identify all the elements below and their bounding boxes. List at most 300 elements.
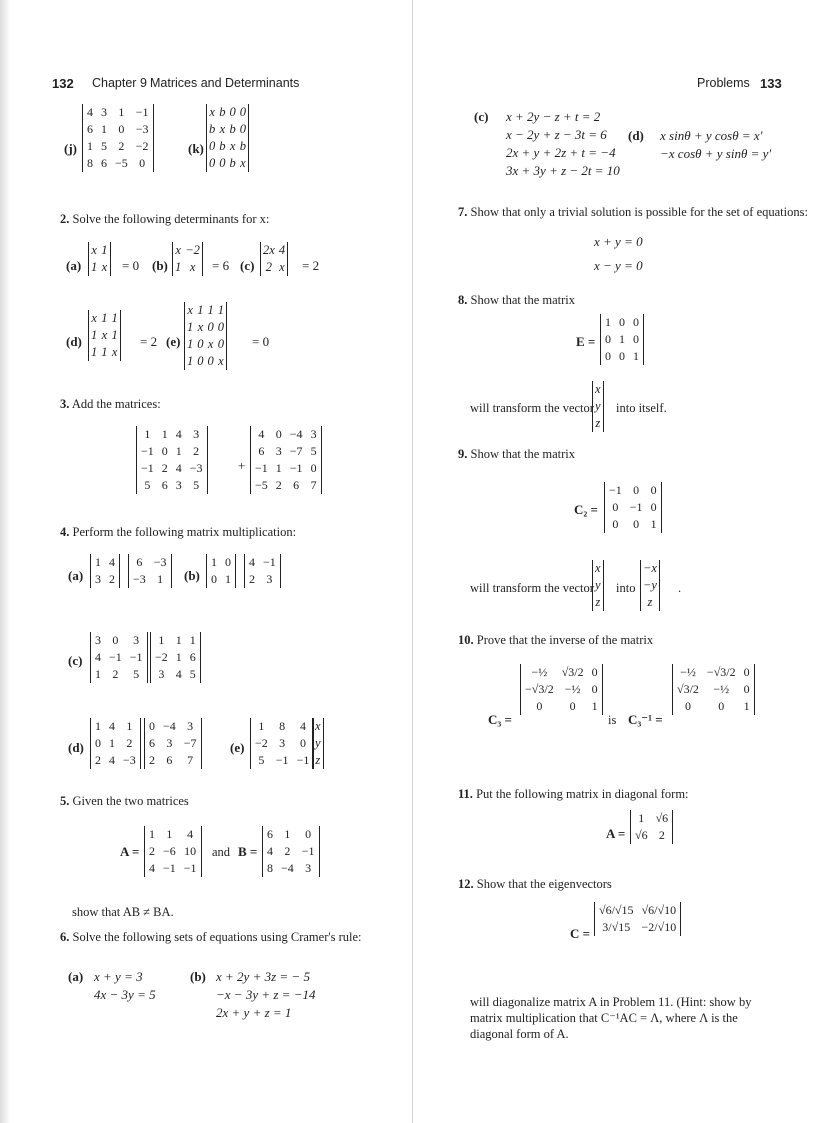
matrix-cell: 0 [275,427,282,441]
problem-3-text: Add the matrices: [71,397,161,411]
matrix-row [251,477,322,494]
matrix-cell: −2 [185,243,200,257]
matrix-row [207,155,249,172]
p6-c-eq-4: 3x + 3y + z − 2t = 10 [506,163,620,178]
matrix-cell: 0 [217,337,224,351]
matrix-cell: b [239,139,246,153]
p6-c-label: (c) [474,109,489,124]
matrix-cell: −½ [680,665,696,679]
matrix-row [207,571,236,588]
matrix-cell: 10 [184,844,197,858]
matrix-cell: −½ [531,665,548,679]
p3-matrix-2 [250,426,322,494]
matrix-row [641,577,660,594]
matrix-cell: 1 [111,328,118,342]
matrix-row [521,698,603,715]
matrix-cell: 2 [658,828,665,842]
problem-8-text: Show that the matrix [470,293,575,307]
matrix-row [91,666,148,683]
matrix-cell: 1 [187,354,194,368]
matrix-row [263,860,320,877]
p5-and: and [212,845,231,859]
p6-c-equations [506,108,620,180]
matrix-cell: −2/√10 [641,920,677,934]
matrix-cell: 6 [189,650,196,664]
p5-show: show that AB ≠ BA. [72,905,174,919]
matrix-cell: 0 [197,354,204,368]
matrix-row [251,735,314,752]
matrix-cell: x [197,320,204,334]
matrix-cell: x [279,260,285,274]
matrix-cell: 1 [101,311,108,325]
matrix-cell: 0 [299,736,306,750]
matrix-cell: 6 [267,827,273,841]
matrix-cell: b [219,105,226,119]
matrix-cell: −½ [564,682,581,696]
matrix-cell: 0 [305,827,312,841]
matrix-cell: b [229,156,236,170]
p11-matrix-A [630,810,673,844]
matrix-cell: 0 [118,122,125,136]
matrix-row [137,426,208,443]
matrix-cell: 1 [650,517,657,531]
problem-11-number: 11. [458,787,473,801]
p6-d-eq-1: x sinθ + y cosθ = x′ [660,128,763,143]
matrix-cell: 0 [633,315,639,329]
problem-2-number: 2. [60,212,70,226]
matrix-cell: x [175,243,181,257]
matrix-cell: 7 [187,753,194,767]
p4-b-matrix-1 [206,554,236,588]
p6-c-eq-1: x + 2y − z + t = 2 [506,109,601,124]
matrix-cell: 0 [139,156,146,170]
matrix-cell: 0 [743,682,750,696]
matrix-cell: b [219,139,226,153]
matrix-cell: 2 [149,844,155,858]
p8-E-label: E = [576,334,596,349]
matrix-cell: 0 [605,332,611,346]
problem-7-number: 7. [458,205,468,219]
matrix-cell: 0 [650,500,657,514]
matrix-cell: 4 [109,753,115,767]
matrix-cell: x [101,328,108,342]
matrix-cell: z [595,595,601,609]
problem-6-text: Solve the following sets of equations using Cramer's rule: [72,930,362,944]
matrix-row [145,718,202,735]
matrix-cell: 0 [217,320,224,334]
matrix-cell: −2 [135,139,149,153]
matrix-cell: 4 [175,427,182,441]
matrix-row [251,443,322,460]
matrix-row [251,460,322,477]
matrix-cell: 1 [95,667,101,681]
matrix-row [261,242,288,259]
matrix-cell: 1 [91,328,98,342]
matrix-cell: −4 [289,427,303,441]
p4-e-vector [312,718,324,769]
matrix-cell: z [315,753,321,767]
matrix-cell: 0 [612,500,619,514]
matrix-cell: 5 [101,139,107,153]
matrix-cell: −1 [129,650,143,664]
problem-7-text: Show that only a trivial solution is possible for the set of equations: [470,205,808,219]
matrix-row [601,348,644,365]
matrix-cell: 3 [166,736,173,750]
matrix-cell: 6 [293,478,300,492]
matrix-cell: 0 [225,555,231,569]
matrix-row [605,499,662,516]
matrix-cell: 7 [310,478,317,492]
matrix-row [673,681,755,698]
problem-8 [458,292,575,308]
matrix-cell: x [111,345,118,359]
matrix-cell: 2 [118,139,125,153]
matrix-cell: 0 [161,444,168,458]
matrix-cell: 1 [95,555,101,569]
matrix-cell: 0 [197,337,204,351]
matrix-cell: −1 [255,461,268,475]
matrix-cell: 4 [95,650,101,664]
problem-9-number: 9. [458,447,468,461]
matrix-cell: √3/2 [677,682,699,696]
p4-a-label: (a) [68,568,84,583]
matrix-cell: −1 [141,461,154,475]
matrix-cell: −½ [713,682,730,696]
matrix-cell: 1 [225,572,231,586]
problem-4-number: 4. [60,525,70,539]
p9-into: into [616,581,636,595]
matrix-cell: 4 [175,667,182,681]
matrix-row [145,860,202,877]
matrix-cell: 6 [166,753,173,767]
problem-12-text: Show that the eigenvectors [476,877,612,891]
matrix-cell: 6 [149,736,155,750]
p6-b-eq-3: 2x + y + z = 1 [216,1005,292,1020]
matrix-cell: −3 [123,753,136,767]
p6-b-label: (b) [190,969,206,984]
matrix-row [673,664,755,681]
matrix-cell: 1 [197,303,204,317]
matrix-row [145,735,202,752]
matrix-row [151,649,201,666]
matrix-cell: 1 [175,650,182,664]
gutter-line [412,0,413,1123]
matrix-row [145,752,202,769]
matrix-row [173,242,203,259]
p8-matrix-E [600,314,644,365]
p3-plus: + [238,458,246,473]
matrix-cell: 0 [605,349,611,363]
matrix-cell: x [91,311,97,325]
p4-d-matrix-1 [90,718,141,769]
matrix-row [89,344,121,361]
matrix-cell: 3 [193,427,200,441]
matrix-cell: 1 [111,311,118,325]
matrix-cell: 6 [87,122,93,136]
matrix-cell: −1 [275,753,289,767]
p4-b-matrix-2 [244,554,281,588]
matrix-cell: 1 [118,105,125,119]
p6-b-equations [216,968,315,1022]
p3-matrix-1 [136,426,208,494]
right-page-number: 133 [760,76,782,91]
matrix-cell: 2 [265,260,273,274]
matrix-row [251,426,322,443]
p1-k-label: (k) [188,141,204,156]
p2-d-rhs: = 2 [140,334,158,349]
p8-vector [592,381,604,432]
p4-e-label: (e) [230,740,245,755]
p1-k-determinant [206,104,249,172]
matrix-cell: 0 [239,105,246,119]
matrix-cell: x [315,719,321,733]
matrix-cell: y [595,399,601,413]
matrix-cell: x [91,243,97,257]
matrix-row [151,632,201,649]
matrix-row [313,752,324,769]
matrix-cell: 4 [109,555,115,569]
matrix-cell: −1 [263,555,276,569]
matrix-cell: 0 [207,354,214,368]
matrix-cell: 1 [633,349,639,363]
matrix-cell: 1 [175,260,182,274]
matrix-row [593,381,604,398]
matrix-row [91,752,141,769]
matrix-row [521,681,603,698]
matrix-cell: 0 [211,572,217,586]
p5-B-label: B = [238,844,258,859]
matrix-row [207,104,249,121]
matrix-cell: 4 [175,461,182,475]
matrix-cell: −6 [163,844,176,858]
p2-d-label: (d) [66,334,82,349]
matrix-cell: 1 [619,332,625,346]
matrix-cell: x [189,260,196,274]
matrix-row [173,259,203,276]
p2-e-rhs: = 0 [252,334,270,349]
matrix-cell: −1 [183,861,197,875]
matrix-cell: 0 [149,719,155,733]
problem-5-text: Given the two matrices [72,794,189,808]
binder-shadow [0,0,10,1123]
matrix-cell: 1 [91,345,98,359]
matrix-cell: 2 [249,572,255,586]
matrix-row [245,571,281,588]
matrix-row [91,571,120,588]
matrix-cell: 0 [633,483,640,497]
right-header-title: Problems [697,76,750,90]
matrix-cell: −4 [163,719,176,733]
p11-A-label: A = [606,826,626,841]
matrix-cell: 6 [258,444,265,458]
p9-text-2: will transform the vector [470,581,594,595]
p10-is: is [608,713,617,727]
matrix-cell: 1 [101,345,108,359]
matrix-cell: 5 [133,667,140,681]
problem-12 [458,876,612,892]
p7-eq-2: x − y = 0 [594,258,643,273]
matrix-row [631,827,673,844]
p2-b-rhs: = 6 [212,258,230,273]
matrix-cell: 8 [279,719,286,733]
matrix-cell: 1 [638,811,645,825]
matrix-row [137,477,208,494]
problem-12-number: 12. [458,877,474,891]
matrix-cell: −1 [609,483,622,497]
matrix-cell: 5 [144,478,151,492]
matrix-cell: −1 [296,753,310,767]
p6-a-equations [94,968,156,1004]
matrix-cell: 1 [158,633,165,647]
matrix-cell: 1 [101,243,108,257]
matrix-cell: 3 [275,444,282,458]
matrix-row [91,554,120,571]
matrix-cell: y [315,736,321,750]
matrix-cell: 5 [189,667,196,681]
p6-c-eq-2: x − 2y + z − 3t = 6 [506,127,607,142]
matrix-cell: z [647,595,653,609]
matrix-cell: 0 [209,139,216,153]
matrix-cell: 2 [109,572,115,586]
p5-matrix-A [144,826,202,877]
matrix-cell: 1 [258,719,265,733]
matrix-row [89,327,121,344]
matrix-cell: −√3/2 [525,682,554,696]
p4-a-matrix-1 [90,554,120,588]
matrix-cell: 0 [219,156,226,170]
matrix-row [593,560,604,577]
p7-equations [594,230,643,278]
matrix-cell: x [218,354,224,368]
left-page-number: 132 [52,76,74,91]
matrix-row [245,554,281,571]
matrix-row [137,460,208,477]
matrix-cell: 0 [612,517,619,531]
matrix-row [145,843,202,860]
matrix-cell: 3 [279,736,286,750]
p6-b-eq-2: −x − 3y + z = −14 [216,987,316,1002]
p8-text-3: into itself. [616,401,667,415]
matrix-cell: 0 [591,682,598,696]
matrix-cell: 2 [112,667,119,681]
p1-j-label: (j) [64,141,77,156]
matrix-cell: z [595,416,601,430]
matrix-cell: −5 [115,156,128,170]
matrix-cell: −7 [289,444,303,458]
p5-matrix-B [262,826,320,877]
problem-5-number: 5. [60,794,70,808]
matrix-row [601,331,644,348]
matrix-row [185,353,227,370]
matrix-cell: 4 [187,827,194,841]
matrix-cell: −2 [155,650,168,664]
matrix-cell: 5 [258,753,265,767]
p4-c-matrix-2 [150,632,201,683]
matrix-row [593,577,604,594]
p6-a-eq-2: 4x − 3y = 5 [94,987,156,1002]
matrix-cell: 0 [591,665,598,679]
matrix-cell: x [229,139,236,153]
matrix-cell: 3 [187,719,194,733]
p6-d-label: (d) [628,128,644,143]
p2-e-label: (e) [166,334,181,349]
p9-end: . [678,581,682,595]
matrix-cell: 1 [91,260,98,274]
problem-3 [60,396,161,412]
matrix-row [91,649,148,666]
matrix-row [207,138,249,155]
p4-e-matrix-1 [250,718,314,769]
matrix-cell: −3 [135,122,149,136]
p10-matrix-C3 [520,664,603,715]
matrix-cell: 0 [718,699,725,713]
p6-a-label: (a) [68,969,84,984]
matrix-cell: 4 [249,555,255,569]
matrix-row [83,104,154,121]
matrix-cell: −4 [281,861,294,875]
matrix-cell: 4 [109,719,115,733]
matrix-row [137,443,208,460]
problem-10 [458,632,653,648]
p2-d-determinant [88,310,121,361]
matrix-row [641,594,660,611]
matrix-cell: x [207,337,214,351]
p10-C3-label: C₃ = [488,712,512,727]
matrix-cell: 2x [263,243,275,257]
matrix-cell: 0 [209,156,216,170]
matrix-cell: 6 [161,478,168,492]
matrix-row [631,810,673,827]
matrix-cell: x [209,105,215,119]
matrix-cell: 0 [310,461,317,475]
matrix-cell: 3 [133,633,140,647]
matrix-cell: y [595,578,601,592]
matrix-cell: 4 [149,861,155,875]
matrix-cell: 1 [161,427,168,441]
matrix-row [263,826,320,843]
p8-text-2: will transform the vector [470,401,594,415]
matrix-cell: 3 [101,105,107,119]
matrix-cell: 0 [239,122,246,136]
p9-vector-2 [640,560,660,611]
matrix-cell: x [240,156,246,170]
problem-11-text: Put the following matrix in diagonal form: [476,787,689,801]
p9-vector [592,560,604,611]
matrix-cell: 1 [207,303,214,317]
matrix-cell: 2 [126,736,133,750]
matrix-cell: 1 [87,139,93,153]
p10-matrix-C3-inverse [672,664,755,715]
matrix-cell: 2 [149,753,155,767]
matrix-cell: −5 [255,478,268,492]
matrix-row [185,336,227,353]
problem-11 [458,786,689,802]
p6-a-eq-1: x + y = 3 [94,969,143,984]
matrix-row [605,516,662,533]
matrix-cell: −y [643,578,657,592]
matrix-row [185,319,227,336]
problem-8-number: 8. [458,293,468,307]
matrix-row [83,121,154,138]
matrix-cell: 0 [633,517,640,531]
matrix-cell: 1 [149,827,155,841]
matrix-row [593,398,604,415]
matrix-cell: 0 [112,633,119,647]
matrix-cell: 2 [275,478,282,492]
matrix-cell: 0 [650,483,657,497]
matrix-cell: 2 [161,461,168,475]
left-chapter-title: Matrices and Determinants [150,76,300,90]
